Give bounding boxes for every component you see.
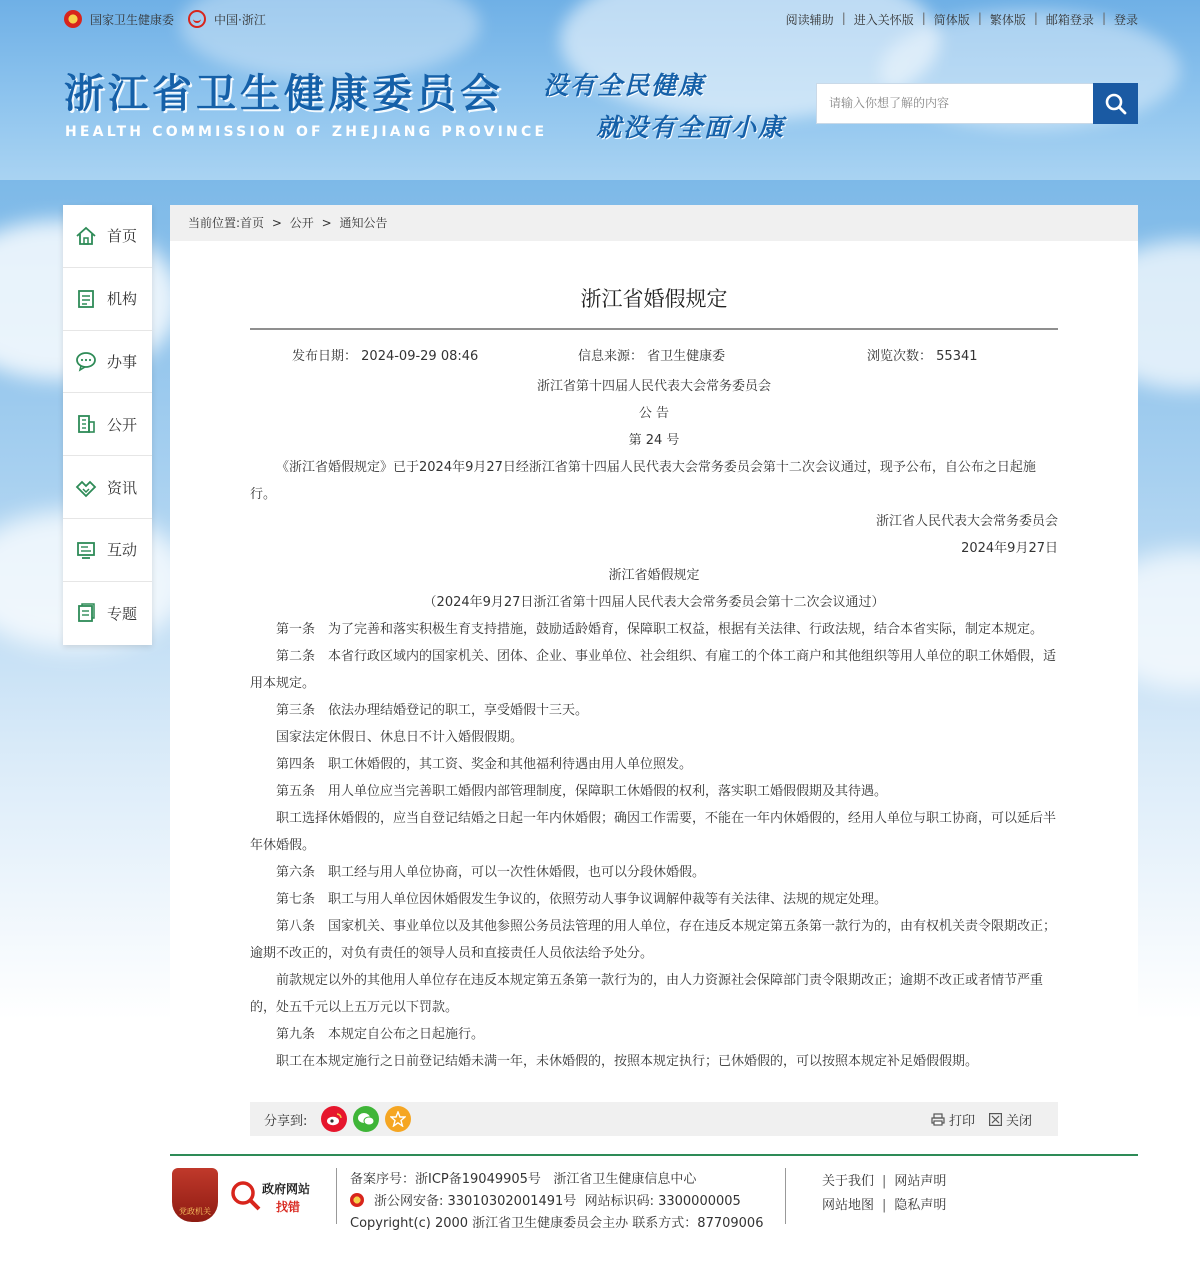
nav-item-topics[interactable]: 专题 (63, 582, 152, 645)
nav-item-organization[interactable]: 机构 (63, 268, 152, 331)
notebook-icon (75, 602, 97, 624)
search-icon (1105, 93, 1127, 115)
article-title: 浙江省婚假规定 (580, 287, 728, 311)
article-paragraph: 第二条 本省行政区域内的国家机关、团体、企业、事业单位、社会组织、有雇工的个体工商户和其他组织等用人单位的职工休婚假，适用本规定。 (250, 649, 1057, 691)
wechat-icon[interactable] (353, 1106, 379, 1132)
article-paragraph: 职工选择休婚假的，应当自登记结婚之日起一年内休婚假；确因工作需要，不能在一年内休婚假的，经用人单位与职工协商，可以延后半年休婚假。 (250, 811, 1057, 853)
search-input[interactable]: 请输入你想了解的内容 (816, 83, 1094, 124)
article-paragraph: 职工在本规定施行之日前登记结婚未满一年，未休婚假的，按照本规定执行；已休婚假的，可以按照本规定补足婚假假期。 (276, 1054, 979, 1069)
article-panel (170, 205, 1138, 1155)
breadcrumb-public[interactable]: 公开 (289, 216, 314, 230)
gov-site-error-report-badge[interactable]: 政府网站 找错 (230, 1176, 320, 1216)
left-nav (63, 205, 152, 645)
login-link[interactable]: 登录 (1113, 13, 1138, 27)
article-paragraph: 前款规定以外的其他用人单位存在违反本规定第五条第一款行为的，由人力资源社会保障部门责令限期改正；逾期不改正或者情节严重的，处五千元以上五万元以下罚款。 (250, 973, 1044, 1015)
chat-bubble-icon (75, 350, 97, 372)
building-icon (75, 413, 97, 435)
article-paragraph: 公 告 (638, 406, 670, 421)
share-bar (250, 1102, 1058, 1136)
topbar-left (64, 10, 280, 28)
nhc-link[interactable]: 国家卫生健康委 (64, 10, 174, 28)
publish-date: 发布日期： 2024-09-29 08:46 (292, 349, 479, 364)
nav-item-news[interactable]: 资讯 (63, 456, 152, 519)
article-paragraph: 第四条 职工休婚假的，其工资、奖金和其他福利待遇由用人单位照发。 (276, 757, 693, 772)
article-paragraph: 第五条 用人单位应当完善职工婚假内部管理制度，保障职工休婚假的权利，落实职工婚假假期及其待遇。 (276, 784, 888, 799)
article-paragraph: 第八条 国家机关、事业单位以及其他参照公务员法管理的用人单位，存在违反本规定第五条第一款行为的，由有权机关责令限期改正；逾期不改正的，对负有责任的领导人员和直接责任人员依法给予处分。 (250, 919, 1057, 961)
info-center: 浙江省卫生健康信息中心 (553, 1172, 697, 1187)
article-paragraph: 第三条 依法办理结婚登记的职工，享受婚假十三天。 (276, 703, 589, 718)
home-icon (75, 225, 97, 247)
privacy-link[interactable]: 隐私声明 (894, 1198, 947, 1213)
site-subtitle: HEALTH COMMISSION OF ZHEJIANG PROVINCE (65, 124, 548, 140)
care-mode-link[interactable]: 进入关怀版 (853, 13, 914, 27)
article-paragraph: 浙江省婚假规定 (608, 568, 700, 583)
site-header (0, 0, 1200, 180)
party-gov-badge[interactable]: 党政机关 (172, 1168, 218, 1222)
reading-aid-link[interactable]: 阅读辅助 (785, 13, 834, 27)
article-paragraph: 第七条 职工与用人单位因休婚假发生争议的，依照劳动人事争议调解仲裁等有关法律、法规的规定处理。 (276, 892, 888, 907)
nav-item-interaction[interactable]: 互动 (63, 519, 152, 582)
topbar-right: 阅读辅助 | 进入关怀版 | 简体版 | 繁体版 | 邮箱登录 | 登录 (778, 11, 1138, 28)
site-id: 网站标识码: 3300000005 (584, 1194, 741, 1209)
simplified-link[interactable]: 简体版 (933, 13, 970, 27)
article-paragraph: 第九条 本规定自公布之日起施行。 (276, 1027, 485, 1042)
search-button[interactable] (1093, 83, 1138, 124)
close-button[interactable]: 关闭 (989, 1110, 1032, 1129)
site-footer: 党政机关 政府网站 找错 备案序号：浙ICP备19049905号 浙江省卫生健康信息中心 浙公网安备: 33010302001491号 网站标识码: 3300000005 Copyright(c) 2000 浙江省卫生健康委员会主办 联系方式：87709006 关于我们 | 网站声明 网站地图 | 隐私声明 (170, 1156, 1138, 1236)
article-body (250, 373, 1058, 1075)
article-paragraph: 浙江省人民代表大会常务委员会 (875, 514, 1058, 529)
title-divider (250, 328, 1058, 330)
breadcrumb-notice[interactable]: 通知公告 (339, 216, 388, 230)
article-paragraph: 国家法定休假日、休息日不计入婚假假期。 (276, 730, 524, 745)
weibo-icon[interactable] (321, 1106, 347, 1132)
sitemap-link[interactable]: 网站地图 (822, 1198, 875, 1213)
breadcrumb: 当前位置:首页 > 公开 > 通知公告 (170, 205, 1138, 241)
document-icon (75, 288, 97, 310)
police-record[interactable]: 浙公网安备: 33010302001491号 (374, 1194, 577, 1209)
national-emblem-icon (64, 10, 82, 28)
info-source: 信息来源： 省卫生健康委 (578, 349, 726, 364)
nav-item-public[interactable]: 公开 (63, 393, 152, 456)
article-paragraph: 2024年9月27日 (961, 541, 1058, 556)
article-paragraph: 第 24 号 (628, 433, 680, 448)
monitor-icon (75, 539, 97, 561)
printer-icon (931, 1113, 945, 1126)
about-us-link[interactable]: 关于我们 (822, 1174, 875, 1189)
police-emblem-icon (350, 1193, 364, 1207)
china-zhejiang-link[interactable]: 中国·浙江 (188, 10, 266, 28)
nav-item-services[interactable]: 办事 (63, 331, 152, 394)
article-paragraph: 浙江省第十四届人民代表大会常务委员会 (536, 379, 771, 394)
share-label: 分享到: (264, 1113, 308, 1129)
nav-item-home[interactable]: 首页 (63, 205, 152, 268)
slogan-line1: 没有全民健康 (543, 71, 706, 100)
breadcrumb-home[interactable]: 当前位置:首页 (188, 216, 265, 230)
china-zhejiang-logo-icon (188, 10, 206, 28)
copyright: Copyright(c) 2000 浙江省卫生健康委员会主办 联系方式：87709006 (350, 1216, 764, 1231)
view-count: 浏览次数： 55341 (867, 349, 978, 364)
traditional-link[interactable]: 繁体版 (989, 13, 1026, 27)
slogan-line2: 就没有全面小康 (596, 113, 786, 142)
article-paragraph: 《浙江省婚假规定》已于2024年9月27日经浙江省第十四届人民代表大会常务委员会第十二次会议通过，现予公布，自公布之日起施行。 (250, 460, 1036, 502)
magnifier-logo-icon (230, 1180, 262, 1212)
article-paragraph: （2024年9月27日浙江省第十四届人民代表大会常务委员会第十二次会议通过） (423, 595, 885, 610)
favorite-star-icon[interactable] (385, 1106, 411, 1132)
mail-login-link[interactable]: 邮箱登录 (1045, 13, 1094, 27)
article-paragraph: 第一条 为了完善和落实积极生育支持措施，鼓励适龄婚育，保障职工权益，根据有关法律、行政法规，结合本省实际，制定本规定。 (276, 622, 1044, 637)
article-paragraph: 第六条 职工经与用人单位协商，可以一次性休婚假，也可以分段休婚假。 (276, 865, 706, 880)
print-button[interactable]: 打印 (931, 1110, 975, 1129)
handshake-icon (75, 476, 97, 498)
close-icon (989, 1113, 1002, 1126)
site-title[interactable]: 浙江省卫生健康委员会 (64, 70, 504, 117)
icp-record[interactable]: 备案序号：浙ICP备19049905号 (350, 1172, 541, 1187)
site-statement-link[interactable]: 网站声明 (894, 1174, 947, 1189)
